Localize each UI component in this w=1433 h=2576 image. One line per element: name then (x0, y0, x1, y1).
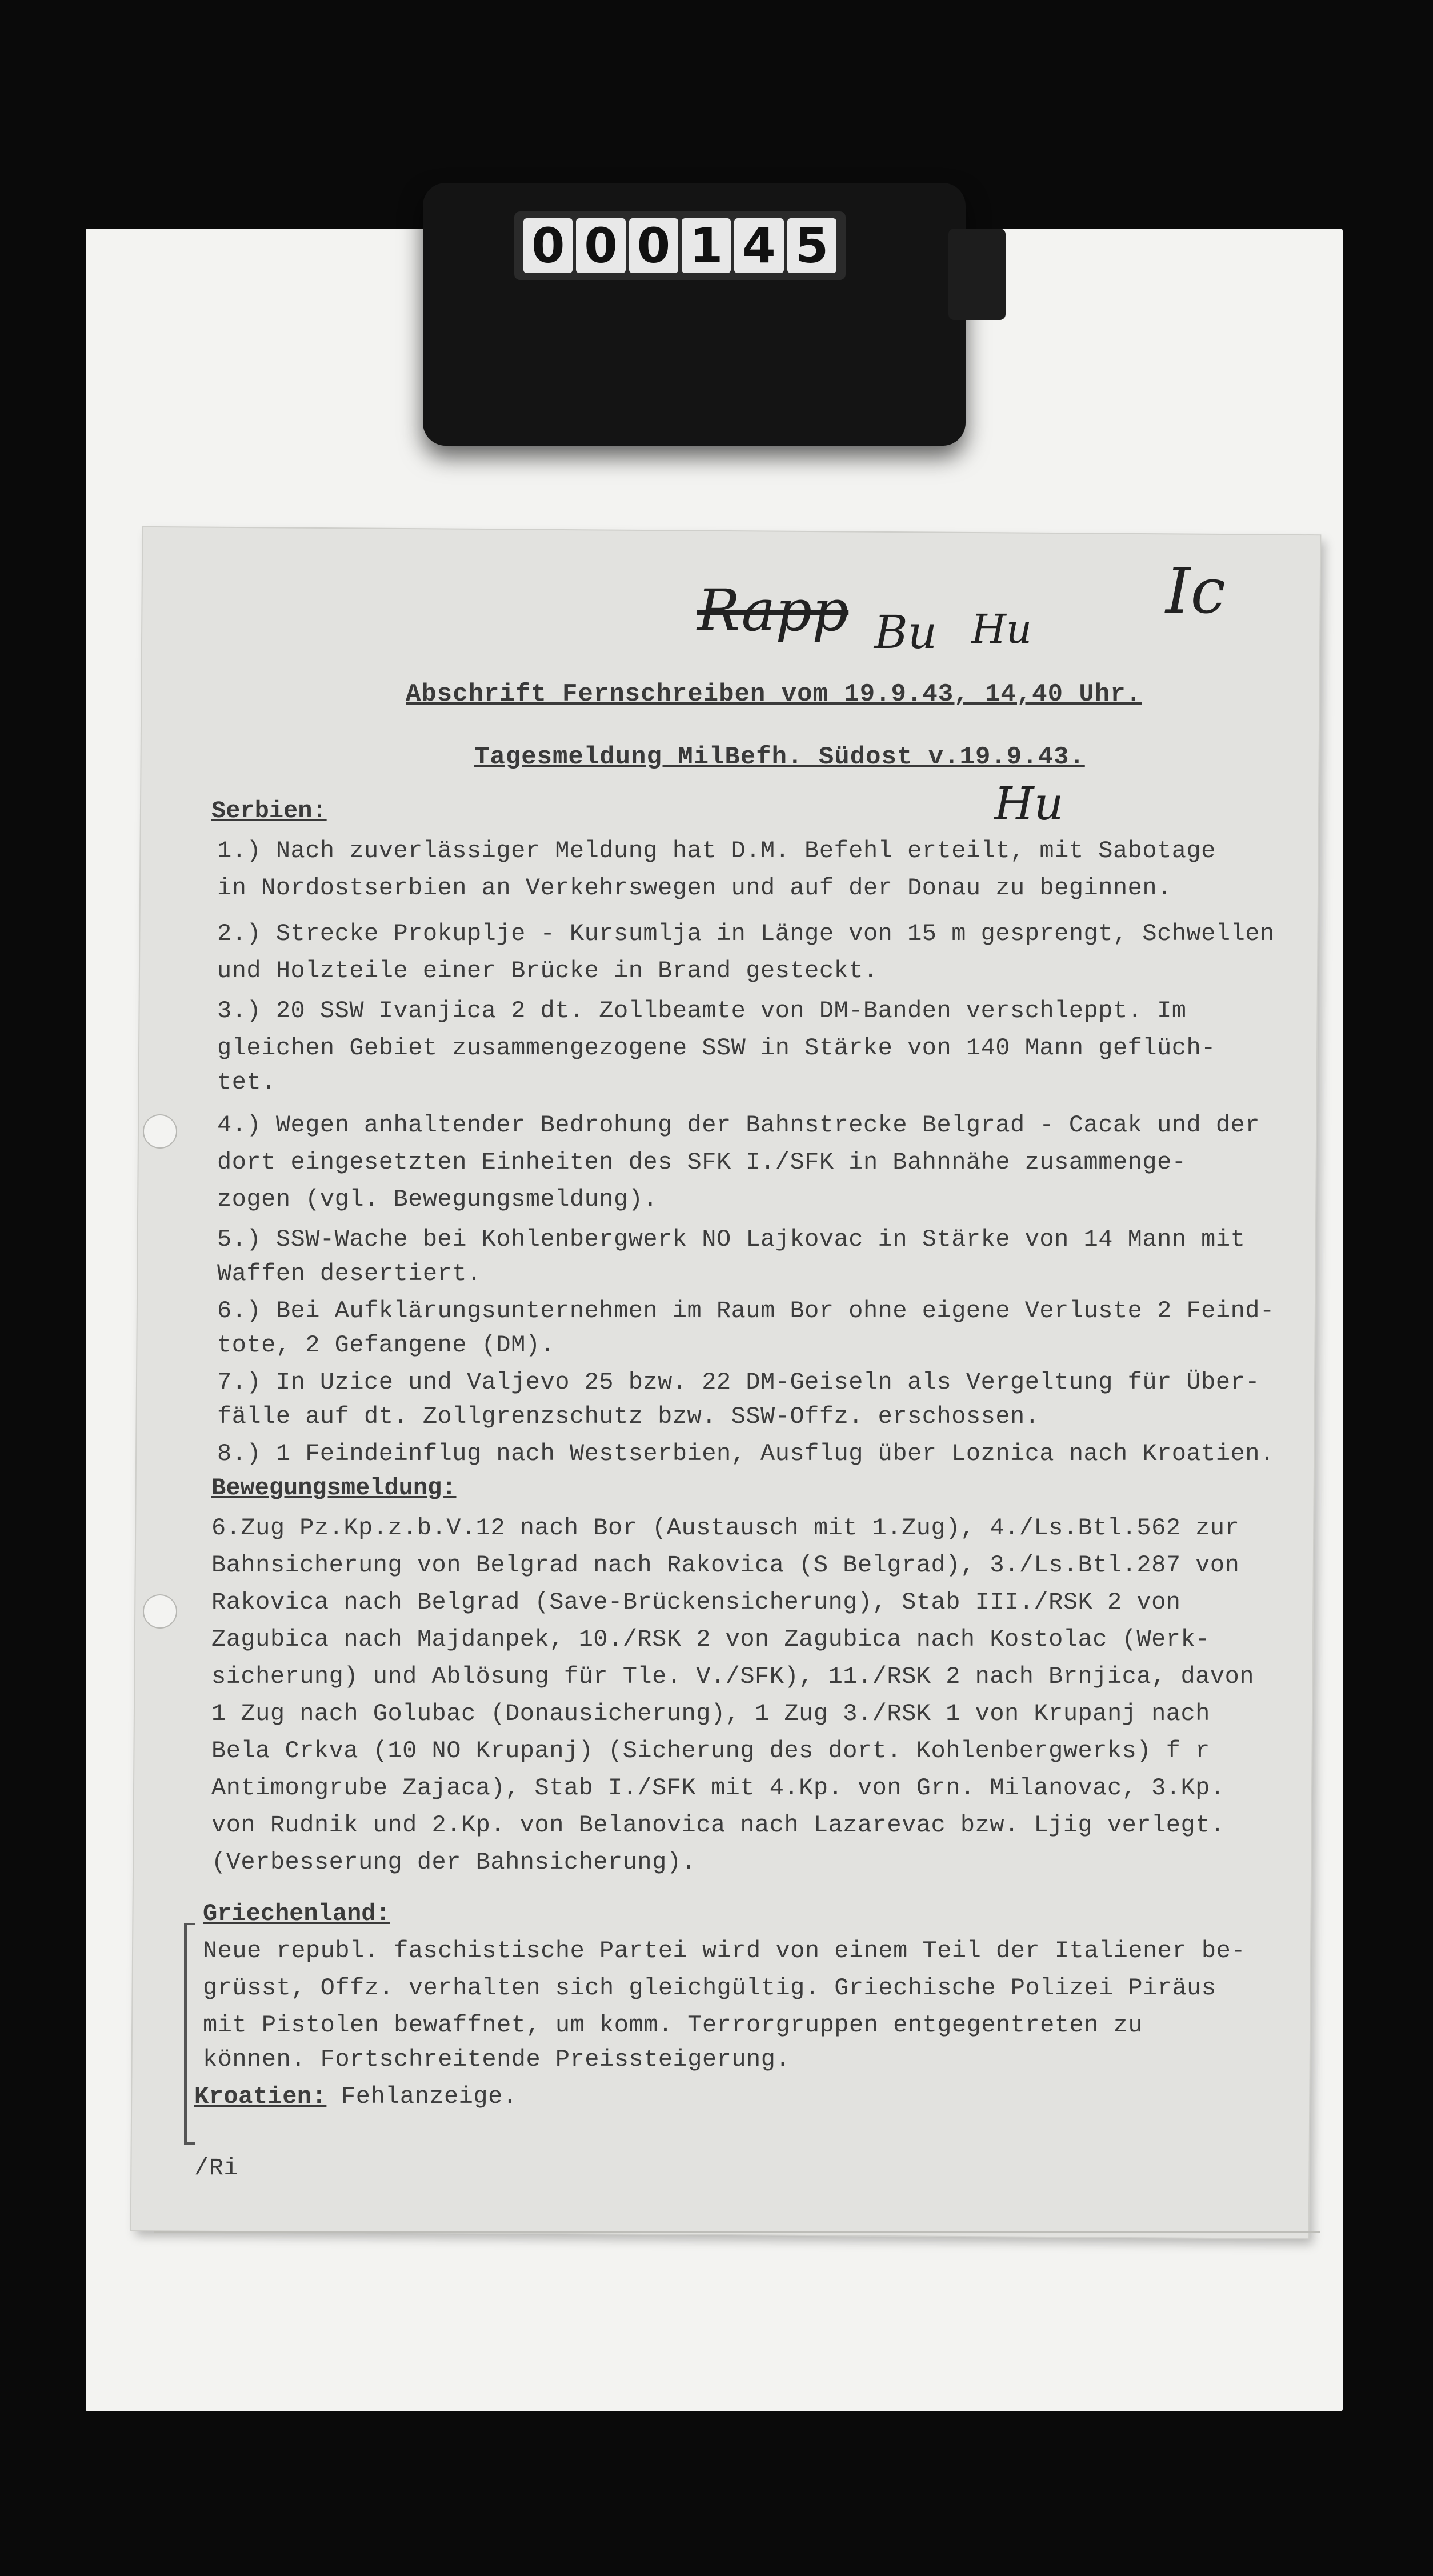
counter-knob (948, 229, 1006, 320)
text-line: Bahnsicherung von Belgrad nach Rakovica (S Belgrad), 3./Ls.Btl.287 von (211, 1551, 1240, 1579)
text-line: Antimongrube Zajaca), Stab I./SFK mit 4.Kp. von Grn. Milanovac, 3.Kp. (211, 1774, 1225, 1802)
handwritten-mark: Ic (1166, 554, 1226, 627)
text-line: können. Fortschreitende Preissteigerung. (203, 2046, 791, 2073)
text-line: gleichen Gebiet zusammengezogene SSW in Stärke von 140 Mann geflüch- (217, 1034, 1216, 1062)
text-line: tet. (217, 1069, 276, 1096)
counter-digit: 4 (734, 218, 783, 273)
text-line: dort eingesetzten Einheiten des SFK I./SFK in Bahnnähe zusammenge- (217, 1149, 1187, 1176)
paper-fold-edge (154, 2231, 1320, 2256)
text-line: tote, 2 Gefangene (DM). (217, 1331, 555, 1359)
text-line: 6.) Bei Aufklärungsunternehmen im Raum Bor ohne eigene Verluste 2 Feind- (217, 1297, 1275, 1325)
margin-bracket (184, 1923, 195, 2145)
text-line: 6.Zug Pz.Kp.z.b.V.12 nach Bor (Austausch mit 1.Zug), 4./Ls.Btl.562 zur (211, 1514, 1240, 1542)
text-line: 4.) Wegen anhaltender Bedrohung der Bahnstrecke Belgrad - Cacak und der (217, 1111, 1260, 1139)
counter-digit: 5 (787, 218, 836, 273)
text-line: 7.) In Uzice und Valjevo 25 bzw. 22 DM-Geiseln als Vergeltung für Über- (217, 1369, 1260, 1396)
text-line: Rakovica nach Belgrad (Save-Brückensicherung), Stab III./RSK 2 von (211, 1589, 1181, 1616)
text-line: (Verbesserung der Bahnsicherung). (211, 1849, 697, 1876)
text-line: 1.) Nach zuverlässiger Meldung hat D.M. Befehl erteilt, mit Sabotage (217, 837, 1216, 865)
punch-hole (143, 1114, 177, 1149)
text-line: fälle auf dt. Zollgrenzschutz bzw. SSW-Offz. erschossen. (217, 1403, 1040, 1430)
handwritten-initials: Bu (874, 606, 938, 659)
text-line: und Holzteile einer Brücke in Brand gesteckt. (217, 957, 878, 985)
section-heading: Serbien: (211, 797, 327, 825)
handwritten-initials: Hu (994, 777, 1064, 830)
text-line: 5.) SSW-Wache bei Kohlenbergwerk NO Lajkovac in Stärke von 14 Mann mit (217, 1226, 1246, 1253)
text-line: Bela Crkva (10 NO Krupanj) (Sicherung des dort. Kohlenbergwerks) f r (211, 1737, 1210, 1765)
text-line: in Nordostserbien an Verkehrswegen und auf der Donau zu beginnen. (217, 874, 1172, 902)
text-line: grüsst, Offz. verhalten sich gleichgültig. Griechische Polizei Piräus (203, 1974, 1216, 2002)
handwritten-initials: Rapp (697, 577, 849, 644)
text-line: 8.) 1 Feindeinflug nach Westserbien, Ausflug über Loznica nach Kroatien. (217, 1440, 1275, 1467)
counter-digit: 0 (576, 218, 625, 273)
counter-digit: 1 (682, 218, 731, 273)
kroatien-line (194, 2083, 518, 2110)
text-line: Neue republ. faschistische Partei wird von einem Teil der Italiener be- (203, 1937, 1246, 1965)
frame-counter (514, 211, 846, 280)
text-line: 3.) 20 SSW Ivanjica 2 dt. Zollbeamte von DM-Banden verschleppt. Im (217, 997, 1187, 1025)
counter-digit: 0 (523, 218, 573, 273)
kroatien-text: Fehlanzeige. (326, 2083, 518, 2110)
document-title: Abschrift Fernschreiben vom 19.9.43, 14,40 Uhr. (406, 680, 1142, 709)
text-line: mit Pistolen bewaffnet, um komm. Terrorgruppen entgegentreten zu (203, 2011, 1143, 2039)
text-line: von Rudnik und 2.Kp. von Belanovica nach Lazarevac bzw. Ljig verlegt. (211, 1811, 1225, 1839)
text-line: zogen (vgl. Bewegungsmeldung). (217, 1186, 658, 1213)
text-line: 2.) Strecke Prokuplje - Kursumlja in Länge von 15 m gesprengt, Schwellen (217, 920, 1275, 947)
text-line: Zagubica nach Majdanpek, 10./RSK 2 von Zagubica nach Kostolac (Werk- (211, 1626, 1210, 1653)
punch-hole (143, 1594, 177, 1629)
text-line: Waffen desertiert. (217, 1260, 482, 1287)
handwritten-initials: Hu (971, 606, 1032, 653)
text-line: 1 Zug nach Golubac (Donausicherung), 1 Zug 3./RSK 1 von Krupanj nach (211, 1700, 1210, 1727)
section-heading: Kroatien: (194, 2083, 327, 2110)
text-line: sicherung) und Ablösung für Tle. V./SFK), 11./RSK 2 nach Brnjica, davon (211, 1663, 1254, 1690)
counter-digit: 0 (629, 218, 678, 273)
signoff: /Ri (194, 2154, 239, 2182)
section-heading: Griechenland: (203, 1900, 390, 1927)
section-heading: Bewegungsmeldung: (211, 1474, 457, 1502)
document-subtitle: Tagesmeldung MilBefh. Südost v.19.9.43. (474, 743, 1085, 771)
